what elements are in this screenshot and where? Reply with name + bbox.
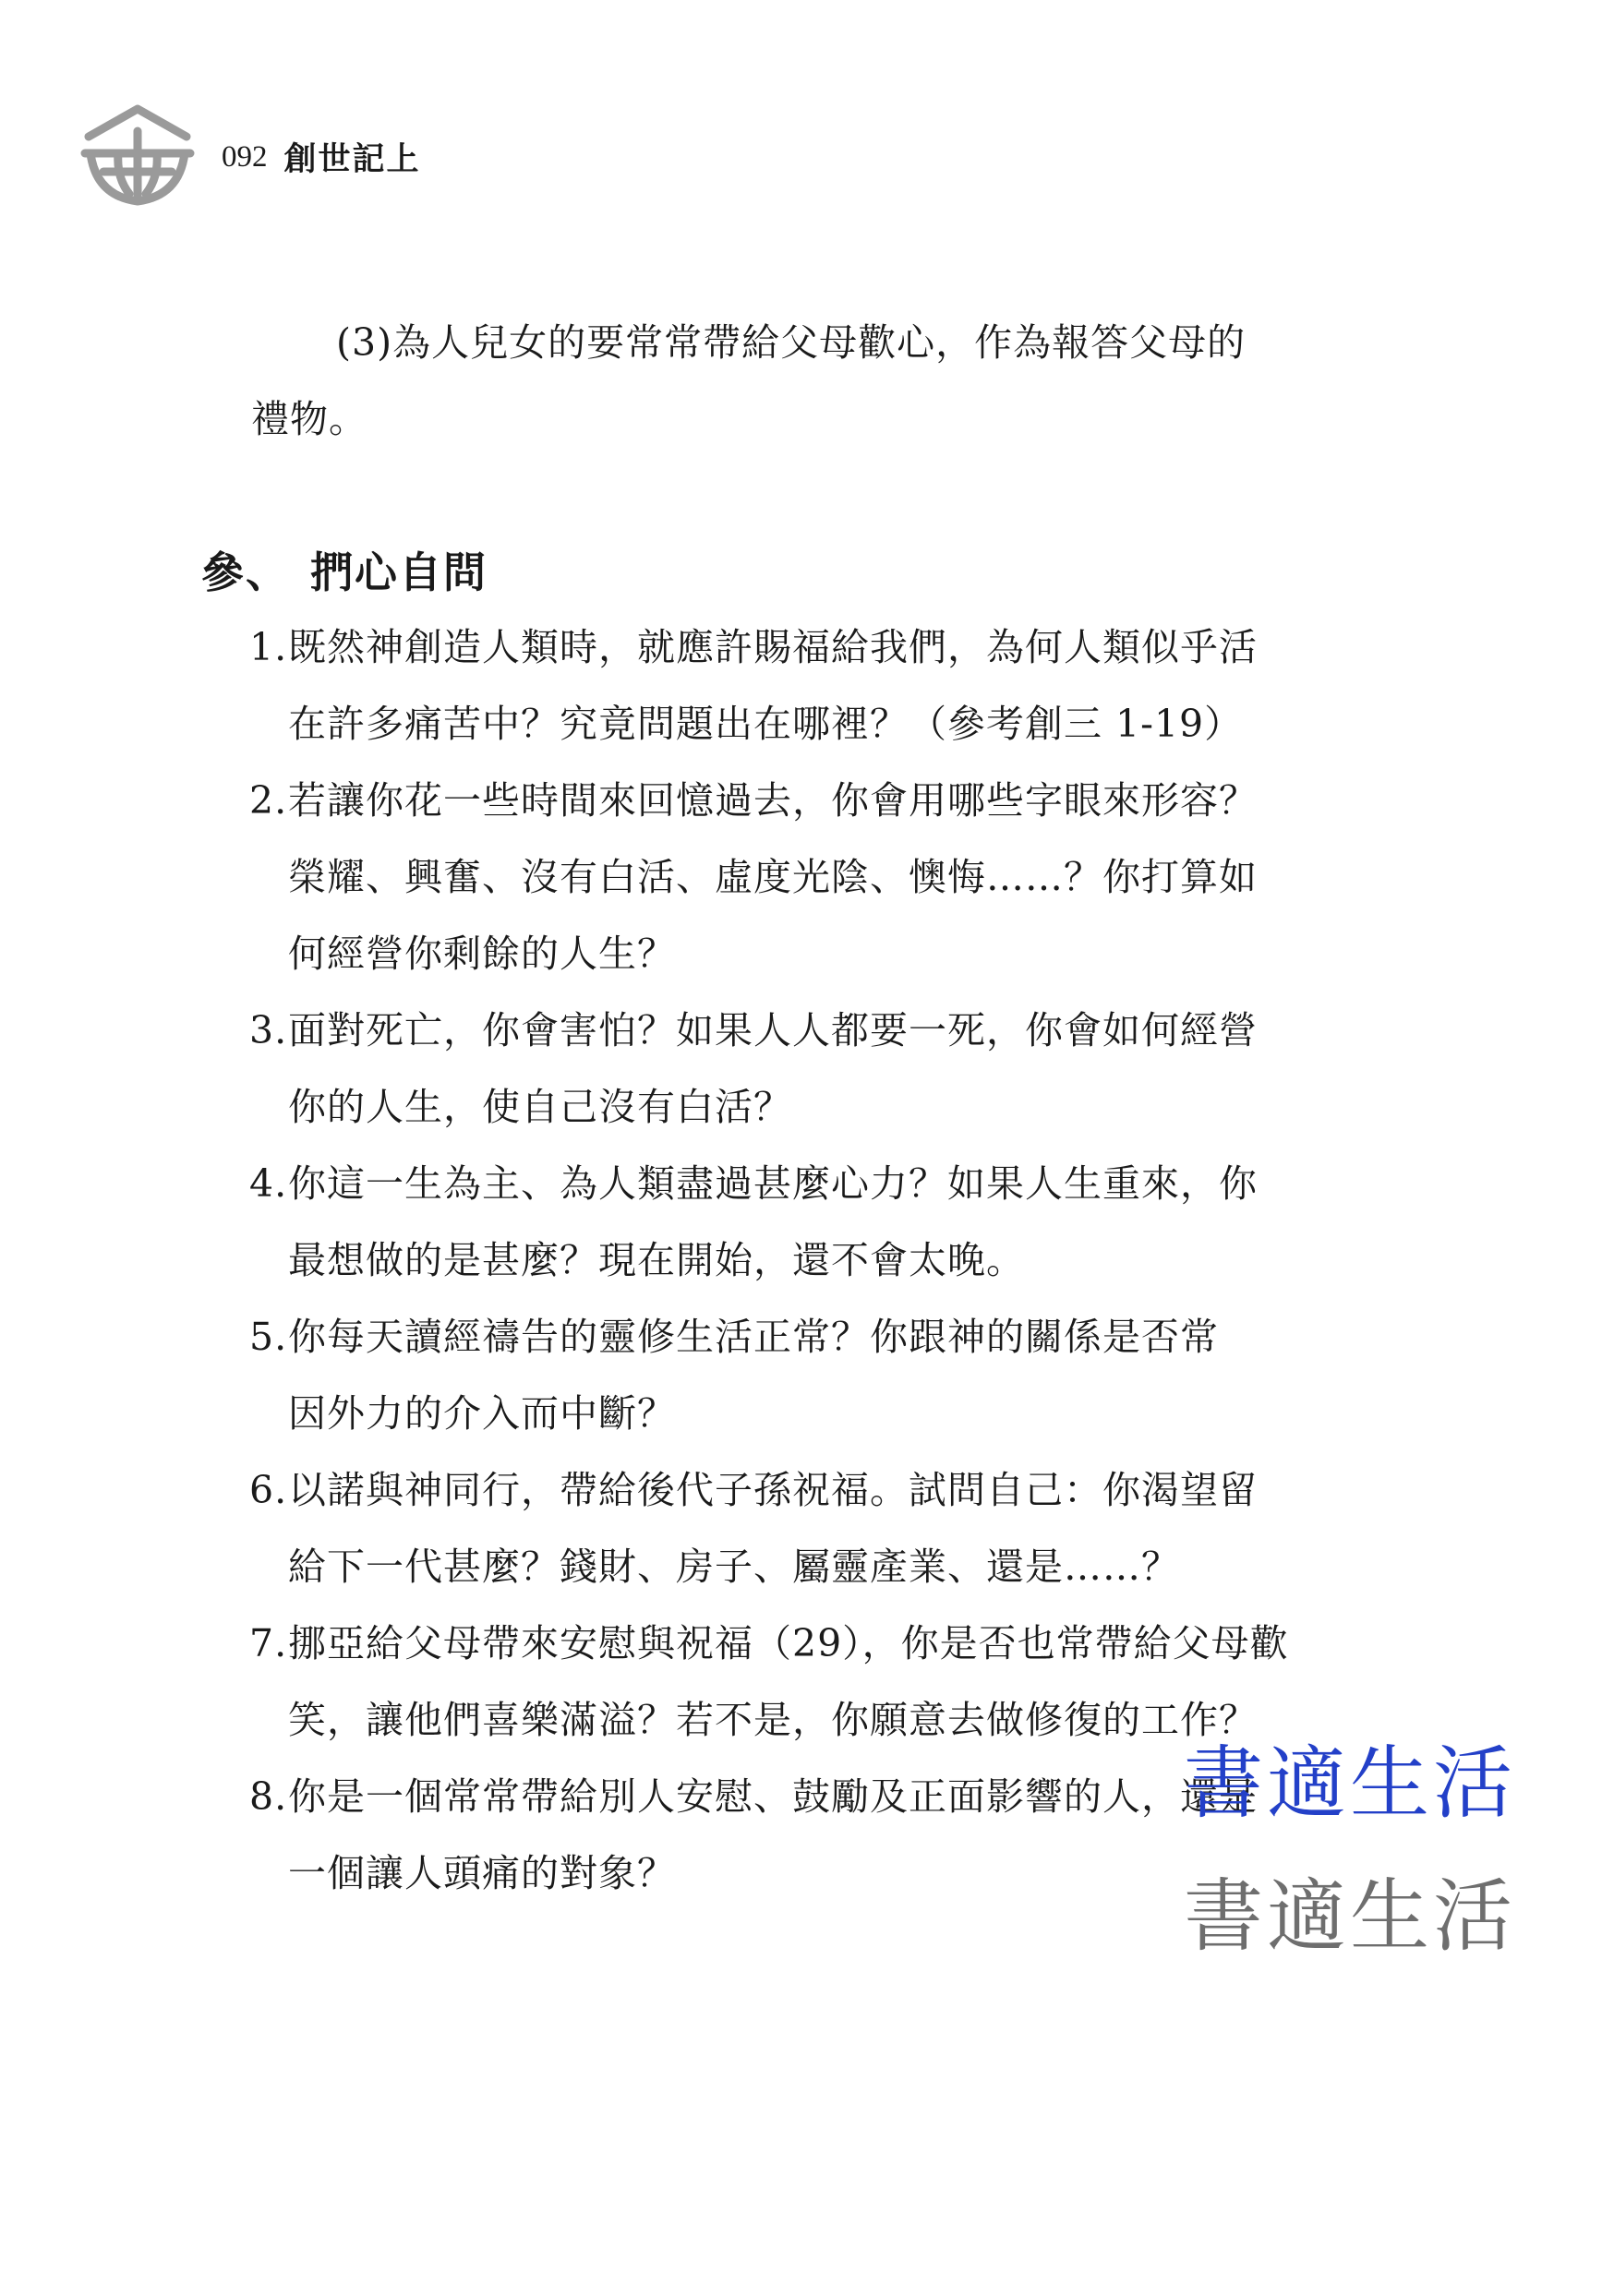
question-text: 挪亞給父母帶來安慰與祝福（29），你是否也常帶給父母歡 (288, 1621, 1289, 1665)
question-number: 7. (249, 1621, 288, 1665)
question-text: 最想做的是甚麼？現在開始，還不會太晚。 (288, 1238, 1025, 1282)
question-text: 一個讓人頭痛的對象？ (288, 1851, 676, 1895)
question-item (249, 609, 1357, 763)
intro-paragraph-line-1: (3)為人兒女的要常常帶給父母歡心，作為報答父母的 (336, 320, 1247, 365)
question-text: 你每天讀經禱告的靈修生活正常？你跟神的關係是否常 (288, 1315, 1219, 1359)
book-title: 創世記上 (283, 140, 421, 178)
ark-logo-icon (78, 100, 198, 210)
question-text: 因外力的介入而中斷？ (288, 1391, 676, 1436)
question-text: 給下一代甚麼？錢財、房子、屬靈產業、還是……？ (288, 1545, 1180, 1589)
question-number: 1. (249, 625, 288, 669)
question-number: 5. (249, 1315, 288, 1359)
question-number: 2. (249, 778, 288, 823)
question-text: 既然神創造人類時，就應許賜福給我們，為何人類似乎活 (288, 625, 1258, 669)
question-item (249, 1452, 1357, 1605)
question-item (249, 1146, 1357, 1299)
question-number: 4. (249, 1161, 288, 1206)
question-text: 你是一個常常帶給別人安慰、鼓勵及正面影響的人，還是 (288, 1774, 1258, 1819)
question-text: 笑，讓他們喜樂滿溢？若不是，你願意去做修復的工作？ (288, 1698, 1258, 1742)
question-text: 以諾與神同行，帶給後代子孫祝福。試問自己：你渴望留 (288, 1468, 1258, 1512)
question-text: 榮耀、興奮、沒有白活、虛度光陰、懊悔……？你打算如 (288, 855, 1258, 899)
question-number: 8. (249, 1774, 288, 1819)
question-text: 你這一生為主、為人類盡過甚麼心力？如果人生重來，你 (288, 1161, 1258, 1206)
question-item (249, 763, 1357, 992)
question-number: 3. (249, 1008, 288, 1052)
watermark-blue: 書適生活 (1184, 1737, 1516, 1830)
section-marker: 參、 (201, 547, 290, 597)
question-text: 你的人生，使自己沒有白活？ (288, 1085, 792, 1129)
question-text: 在許多痛苦中？究竟問題出在哪裡？（參考創三 1-19） (288, 702, 1244, 746)
question-number: 6. (249, 1468, 288, 1512)
page-header (78, 100, 421, 210)
watermark-gray: 書適生活 (1184, 1870, 1516, 1963)
question-text: 面對死亡，你會害怕？如果人人都要一死，你會如何經營 (288, 1008, 1258, 1052)
question-item (249, 992, 1357, 1146)
page-number: 092 (222, 139, 268, 174)
section-heading (201, 539, 488, 600)
section-title: 捫心自問 (310, 547, 488, 597)
question-text: 若讓你花一些時間來回憶過去，你會用哪些字眼來形容？ (288, 778, 1258, 823)
intro-paragraph-line-2: 禮物。 (251, 397, 367, 441)
question-text: 何經營你剩餘的人生？ (288, 932, 676, 976)
question-item (249, 1299, 1357, 1452)
